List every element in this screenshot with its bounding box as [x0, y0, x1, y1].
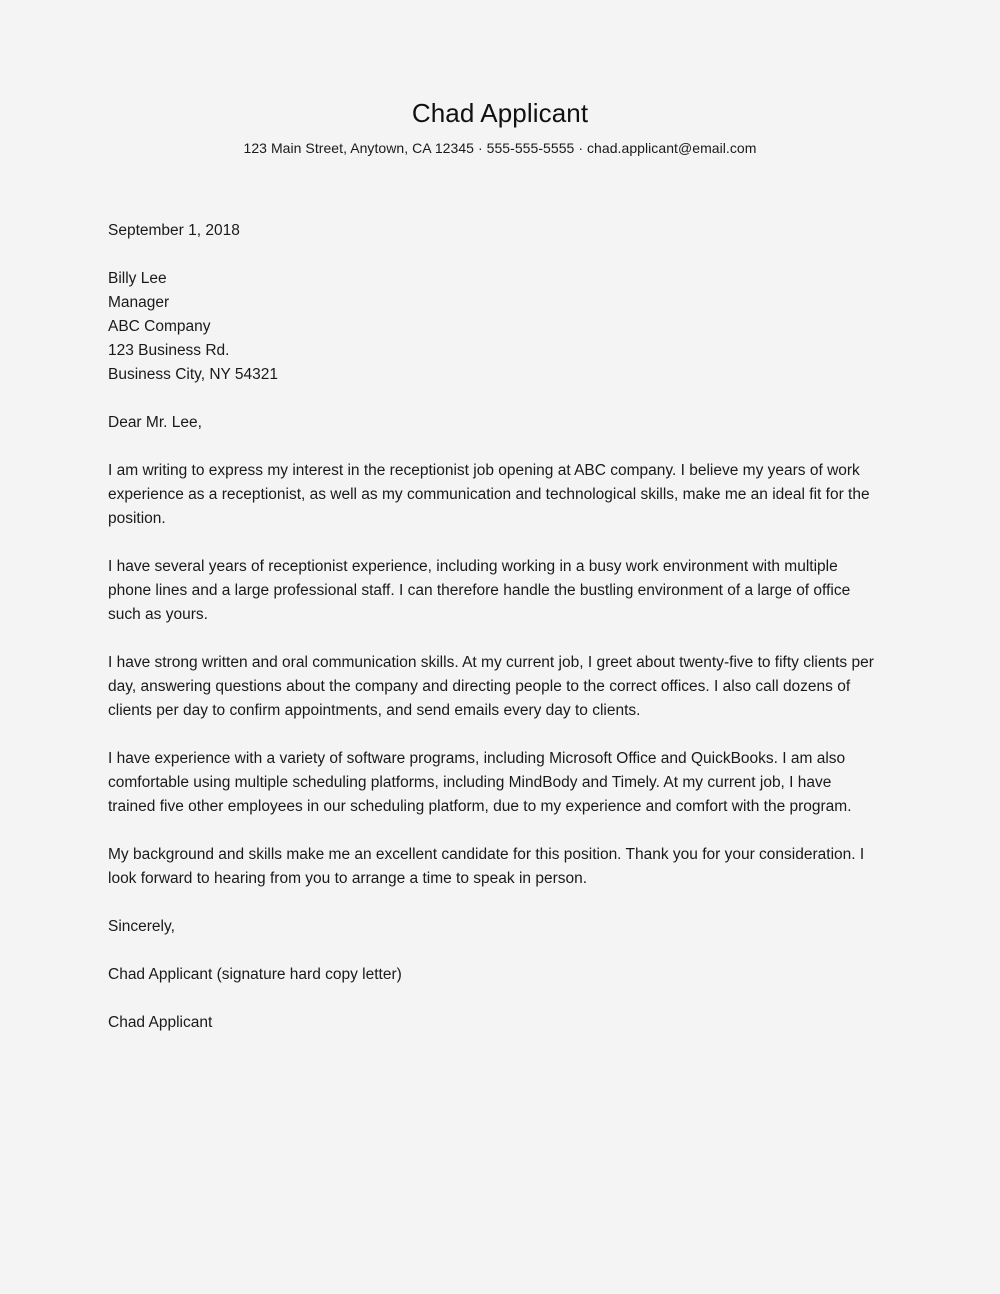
- signature-name: Chad Applicant: [108, 1014, 213, 1032]
- letter-date: September 1, 2018: [108, 222, 240, 240]
- signature-note: Chad Applicant (signature hard copy letter): [108, 966, 402, 984]
- recipient-name: Billy Lee: [108, 270, 167, 288]
- body-paragraph: My background and skills make me an excellent candidate for this position. Thank you for your consideration. I look forward to hearing from you to arrange a time to speak in person.: [108, 846, 865, 888]
- recipient-title: Manager: [108, 294, 170, 312]
- salutation: Dear Mr. Lee,: [108, 414, 202, 432]
- sender-name: Chad Applicant: [411, 98, 589, 128]
- body-paragraph: I have experience with a variety of software programs, including Microsoft Office and QuickBooks. I am also comfortable using multiple scheduling platforms, including MindBody and Timely. At my current job, I have trained five other employees in our scheduling platform, due to my experience and comfort with the program.: [108, 750, 852, 816]
- recipient-city-state-zip: Business City, NY 54321: [108, 366, 279, 384]
- body-paragraph: I have several years of receptionist experience, including working in a busy work environment with multiple phone lines and a large professional staff. I can therefore handle the bustling environment of a large of office such as yours.: [108, 558, 851, 624]
- recipient-street: 123 Business Rd.: [108, 342, 230, 360]
- closing-salutation: Sincerely,: [108, 918, 175, 936]
- letterhead: [0, 0, 1000, 157]
- body-paragraph: I have strong written and oral communication skills. At my current job, I greet about twenty-five to fifty clients per day, answering questions about the company and directing people to the correct offices. I also call dozens of clients per day to confirm appointments, and send emails every day to clients.: [108, 654, 874, 720]
- recipient-company: ABC Company: [108, 318, 211, 336]
- recipient-address-block: [108, 267, 878, 387]
- letter-content: [108, 157, 878, 1035]
- body-paragraph: I am writing to express my interest in the receptionist job opening at ABC company. I believe my years of work experience as a receptionist, as well as my communication and technological skills, make me an ideal fit for the position.: [108, 462, 870, 528]
- sender-contact-line: 123 Main Street, Anytown, CA 12345 · 555-555-5555 · chad.applicant@email.com: [243, 140, 757, 157]
